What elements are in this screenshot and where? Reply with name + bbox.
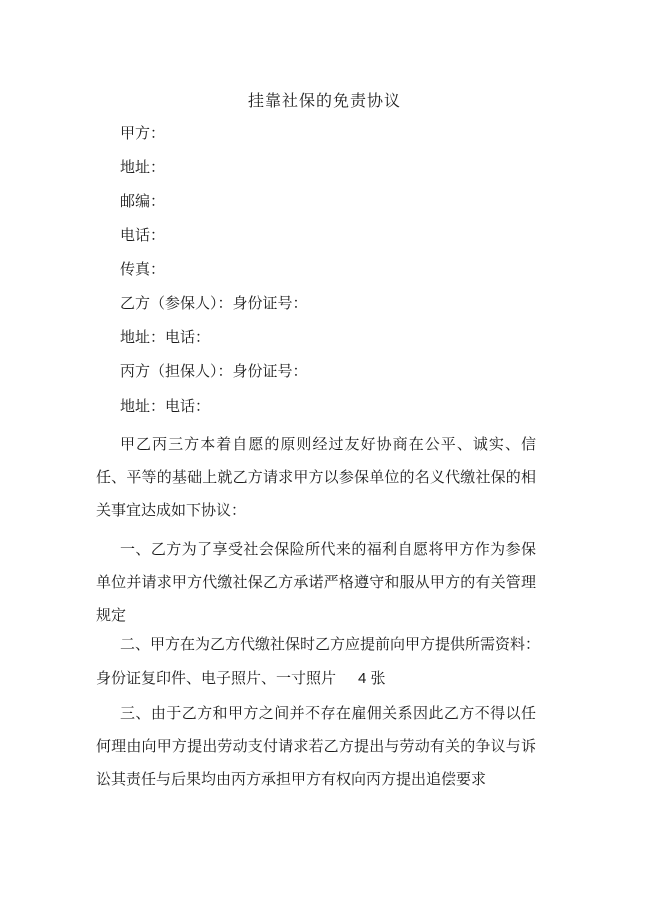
party-b-field: 乙方（参保人）：身份证号： (120, 294, 308, 312)
clause-2-paragraph: 二、甲方在为乙方代缴社保时乙方应提前向甲方提供所需资料： (120, 635, 541, 653)
clause-3-paragraph: 三、由于乙方和甲方之间并不存在雇佣关系因此乙方不得以任何理由向甲方提出劳动支付请求若乙方提出与劳动有关的争议与诉讼其责任与后果均由丙方承担甲方有权向丙方提出追偿要求 (96, 704, 536, 788)
postcode-field: 邮编： (120, 192, 166, 210)
party-b-contact-field: 地址：电话： (120, 328, 211, 346)
clause-2-materials (96, 667, 386, 688)
clause-2-count: 4 张 (358, 670, 386, 687)
party-c-contact-field: 地址：电话： (120, 397, 211, 415)
clause-1-paragraph: 一、乙方为了享受社会保险所代来的福利自愿将甲方作为参保单位并请求甲方代缴社保乙方承诺严格遵守和服从甲方的有关管理规定 (96, 540, 536, 624)
intro-paragraph: 甲乙丙三方本着自愿的原则经过友好协商在公平、诚实、信任、平等的基础上就乙方请求甲方以参保单位的名义代缴社保的相关事宜达成如下协议： (96, 435, 536, 519)
party-a-field: 甲方： (120, 124, 166, 142)
address-field: 地址： (120, 158, 166, 176)
clause-2-items: 身份证复印件、电子照片、一寸照片 (96, 669, 337, 687)
document-title: 挂靠社保的免责协议 (247, 91, 401, 110)
party-c-field: 丙方（担保人）：身份证号： (120, 362, 308, 380)
phone-field: 电话： (120, 226, 166, 244)
fax-field: 传真： (120, 260, 166, 278)
